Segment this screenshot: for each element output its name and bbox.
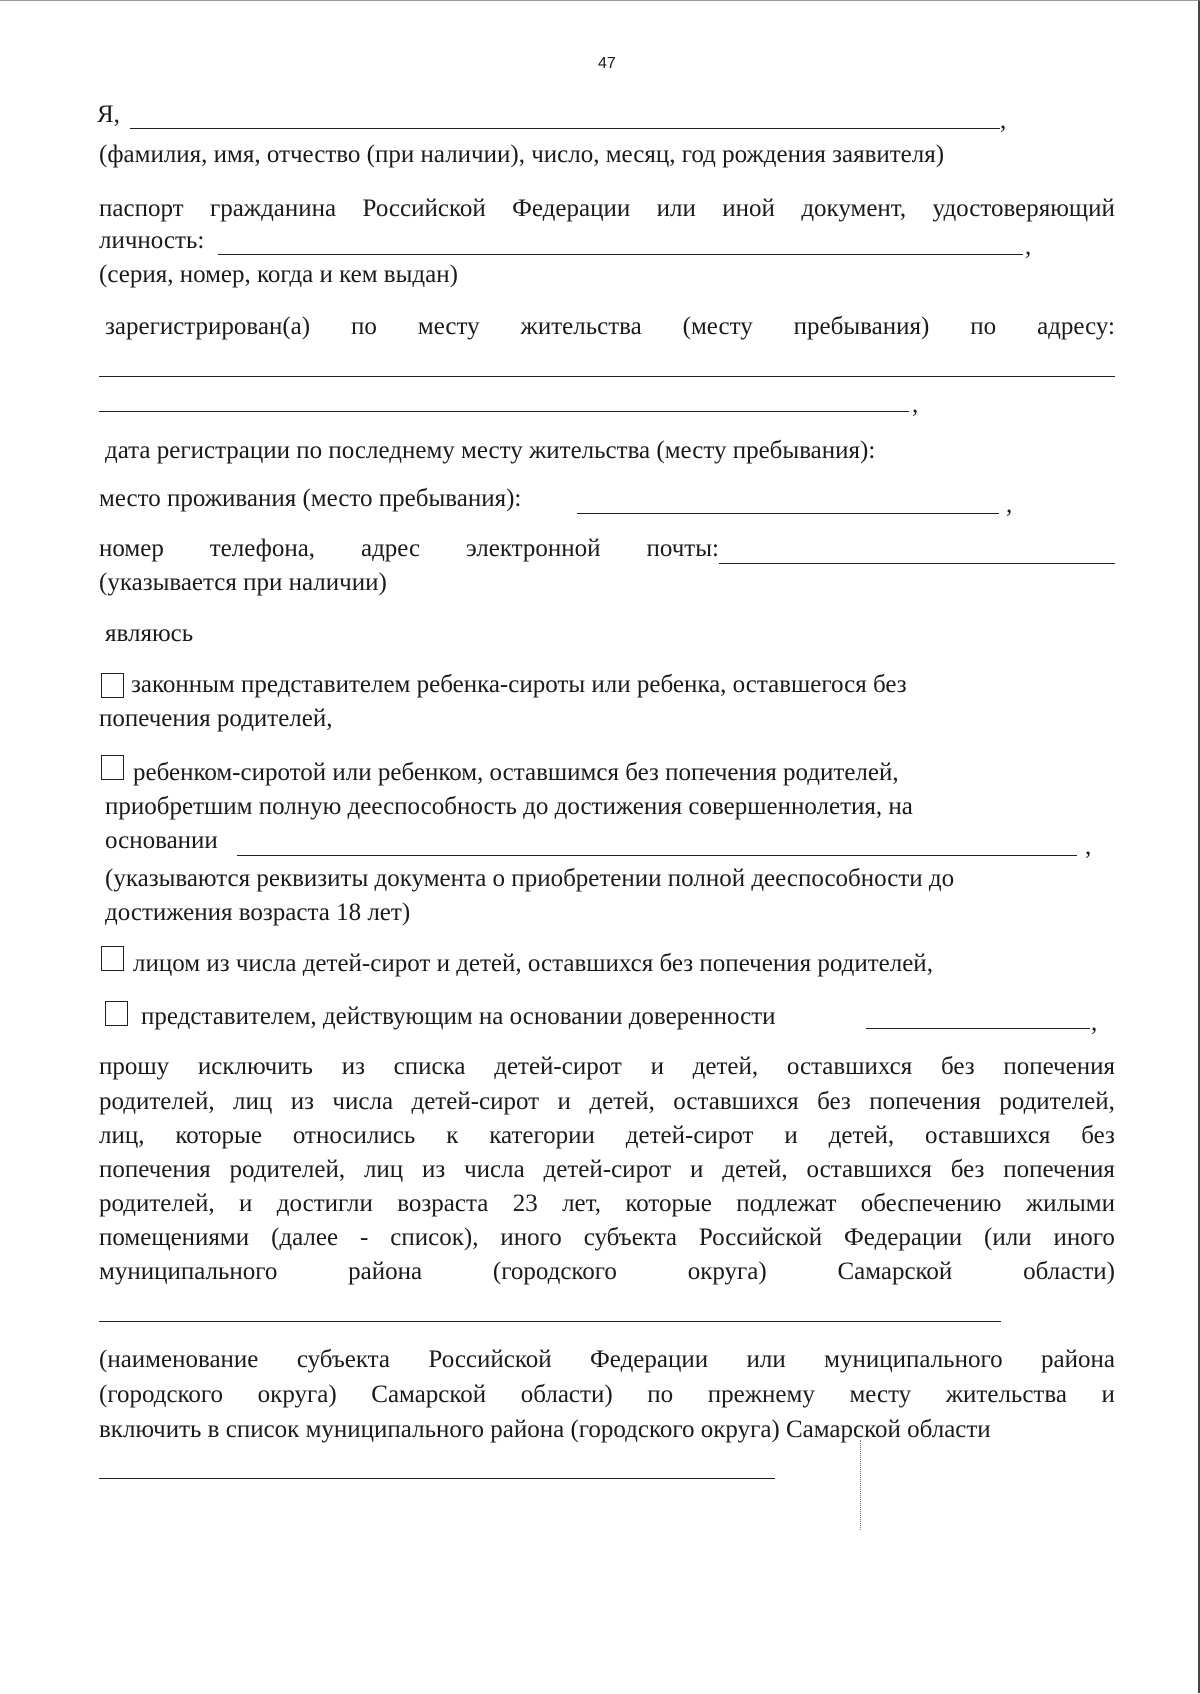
word: района	[1041, 1346, 1115, 1373]
word: без	[940, 1053, 975, 1080]
word: без	[817, 1088, 851, 1115]
word: зарегистрирован(а)	[105, 313, 311, 340]
word: иного	[1053, 1224, 1115, 1251]
word: удостоверяющий	[932, 195, 1115, 222]
residence-fill-line[interactable]	[577, 513, 999, 514]
word: обеспечению	[860, 1190, 1002, 1217]
word: адресу:	[1037, 313, 1115, 340]
word: пребывания)	[793, 313, 930, 340]
comma: ,	[1000, 107, 1007, 134]
word: лиц	[363, 1156, 404, 1183]
word: или	[746, 1346, 786, 1373]
yavlyayus-label: являюсь	[105, 620, 194, 647]
option4-checkbox[interactable]	[105, 1001, 128, 1026]
caption-passport: (серия, номер, когда и кем выдан)	[99, 261, 458, 288]
word: из	[341, 1053, 365, 1080]
option3-checkbox[interactable]	[101, 946, 124, 971]
word: района	[348, 1258, 423, 1285]
option1-checkbox[interactable]	[101, 673, 124, 698]
word: детей,	[589, 1088, 655, 1115]
word: и	[690, 1156, 704, 1183]
request-line-1	[99, 1050, 1115, 1084]
word: -	[360, 1224, 369, 1251]
word: почты:	[646, 535, 719, 562]
word: детей-сирот	[543, 1156, 672, 1183]
word: паспорт	[99, 195, 184, 222]
word: Федерации	[844, 1224, 963, 1251]
request-line-2	[99, 1085, 1115, 1119]
comma: ,	[912, 391, 919, 418]
word: жительства	[945, 1381, 1067, 1408]
word: из	[422, 1156, 446, 1183]
page-number: 47	[598, 55, 616, 72]
word: детей,	[722, 1156, 788, 1183]
word: лиц	[233, 1088, 273, 1115]
comma: ,	[1025, 233, 1032, 260]
request-line-6	[99, 1221, 1115, 1255]
word: иной	[722, 195, 775, 222]
word: Самарской	[371, 1381, 487, 1408]
word: прежнему	[707, 1381, 815, 1408]
word: родителей,	[99, 1088, 215, 1115]
word: Российской	[362, 195, 486, 222]
option3-text: лицом из числа детей-сирот и детей, оставшихся без попечения родителей,	[133, 950, 933, 977]
word: категории	[489, 1122, 595, 1149]
word: достигли	[276, 1190, 373, 1217]
identity-label: личность:	[99, 227, 205, 254]
word: возраста	[397, 1190, 489, 1217]
word: муниципального	[824, 1346, 1003, 1373]
naming-line-2	[99, 1378, 1115, 1412]
word: родителей,	[99, 1190, 215, 1217]
request-line-4	[99, 1153, 1115, 1187]
word: документ,	[801, 195, 907, 222]
applicant-label: Я,	[97, 101, 120, 128]
option4-fill-line[interactable]	[866, 1028, 1090, 1029]
word: и	[239, 1190, 253, 1217]
word: (месту	[682, 313, 753, 340]
word: (наименование	[99, 1346, 259, 1373]
word: оставшихся	[786, 1053, 913, 1080]
option2-fill-line[interactable]	[237, 855, 1077, 856]
option2-checkbox[interactable]	[101, 755, 124, 780]
word: (или	[984, 1224, 1032, 1251]
option2-text-2: приобретшим полную дееспособность до достижения совершеннолетия, на	[105, 793, 913, 820]
word: попечения	[869, 1088, 981, 1115]
word: месту	[849, 1381, 912, 1408]
word: из	[290, 1088, 314, 1115]
word: попечения	[1003, 1053, 1115, 1080]
word: помещениями	[99, 1224, 250, 1251]
scan-mark	[860, 1440, 861, 1530]
word: список),	[390, 1224, 479, 1251]
word: которые	[175, 1122, 262, 1149]
option2-text-3: основании	[105, 827, 218, 854]
naming-line-1	[99, 1343, 1115, 1377]
word: по	[970, 313, 997, 340]
word: числа	[464, 1156, 525, 1183]
word: прошу	[99, 1053, 170, 1080]
word: Российской	[698, 1224, 823, 1251]
word: и	[557, 1088, 571, 1115]
word: адрес	[360, 535, 421, 562]
address-fill-line-1[interactable]	[99, 376, 1115, 377]
word: (городского	[492, 1258, 617, 1285]
word: Самарской	[837, 1258, 953, 1285]
word: относились	[292, 1122, 416, 1149]
word: детей-сирот	[494, 1053, 622, 1080]
request-line-3	[99, 1119, 1115, 1153]
word: 23	[512, 1190, 538, 1217]
comma: ,	[1085, 833, 1092, 860]
word: оставшихся	[673, 1088, 799, 1115]
registration-date-label: дата регистрации по последнему месту жительства (месту пребывания):	[105, 437, 876, 464]
caption-fio: (фамилия, имя, отчество (при наличии), число, месяц, год рождения заявителя)	[99, 141, 945, 168]
word: детей,	[828, 1122, 895, 1149]
request-line-7	[99, 1255, 1115, 1289]
word: родителей,	[229, 1156, 346, 1183]
word: гражданина	[209, 195, 337, 222]
residence-label: место проживания (место пребывания):	[99, 485, 522, 512]
word: области)	[520, 1381, 613, 1408]
word: которые	[625, 1190, 712, 1217]
word: Российской	[428, 1346, 552, 1373]
word: попечения	[99, 1156, 211, 1183]
word: без	[1081, 1122, 1115, 1149]
passport-line	[99, 192, 1115, 226]
word: исключить	[197, 1053, 313, 1080]
word: попечения	[1003, 1156, 1115, 1183]
word: Федерации	[512, 195, 631, 222]
word: и	[650, 1053, 664, 1080]
request-line-5	[99, 1187, 1115, 1221]
address-fill-line-2[interactable]	[99, 411, 909, 412]
word: по	[351, 313, 377, 340]
word: округа)	[687, 1258, 767, 1285]
word: списка	[393, 1053, 466, 1080]
option4-text: представителем, действующим на основании доверенности	[141, 1003, 776, 1030]
word: округа)	[257, 1381, 337, 1408]
word: оставшихся	[806, 1156, 932, 1183]
word: субъекта	[296, 1346, 391, 1373]
word: без	[950, 1156, 985, 1183]
other-subject-fill-line[interactable]	[99, 1321, 1001, 1322]
phone-fill-line[interactable]	[719, 563, 1115, 564]
comma: ,	[1006, 491, 1013, 518]
word: родителей,	[999, 1088, 1115, 1115]
applicant-fill-line[interactable]	[130, 128, 1000, 129]
option2-caption-1: (указываются реквизиты документа о приобретении полной дееспособности до	[105, 865, 955, 892]
word: детей,	[692, 1053, 759, 1080]
word: детей-сирот	[625, 1122, 754, 1149]
word: жилыми	[1025, 1190, 1115, 1217]
naming-line-3: включить в список муниципального района (городского округа) Самарской области	[99, 1416, 991, 1443]
word: к	[446, 1122, 459, 1149]
phone-caption: (указывается при наличии)	[99, 569, 387, 596]
word: и	[784, 1122, 798, 1149]
option2-caption-2: достижения возраста 18 лет)	[105, 899, 411, 926]
word: (далее	[271, 1224, 339, 1251]
word: по	[647, 1381, 674, 1408]
word: (городского	[99, 1381, 224, 1408]
word: телефона,	[209, 535, 316, 562]
word: иного	[500, 1224, 562, 1251]
option2-text-1: ребенком-сиротой или ребенком, оставшимся без попечения родителей,	[133, 759, 899, 786]
word: и	[1101, 1381, 1115, 1408]
word: числа	[332, 1088, 394, 1115]
option1-text-2: попечения родителей,	[99, 705, 333, 732]
word: или	[656, 195, 696, 222]
word: Федерации	[590, 1346, 709, 1373]
option1-text-1: законным представителем ребенка-сироты или ребенка, оставшегося без	[131, 671, 907, 698]
comma: ,	[1091, 1009, 1098, 1036]
word: лиц,	[99, 1122, 145, 1149]
target-municipality-fill-line[interactable]	[99, 1478, 775, 1479]
word: лет,	[562, 1190, 601, 1217]
registered-line	[105, 310, 1115, 344]
word: муниципального	[99, 1258, 278, 1285]
word: области)	[1023, 1258, 1115, 1285]
word: месту	[417, 313, 480, 340]
word: детей-сирот	[411, 1088, 540, 1115]
word: жительства	[520, 313, 642, 340]
identity-fill-line[interactable]	[218, 254, 1023, 255]
word: субъекта	[583, 1224, 677, 1251]
phone-line	[99, 532, 719, 566]
word: оставшихся	[925, 1122, 1051, 1149]
word: номер	[99, 535, 164, 562]
word: электронной	[466, 535, 601, 562]
word: подлежат	[736, 1190, 837, 1217]
